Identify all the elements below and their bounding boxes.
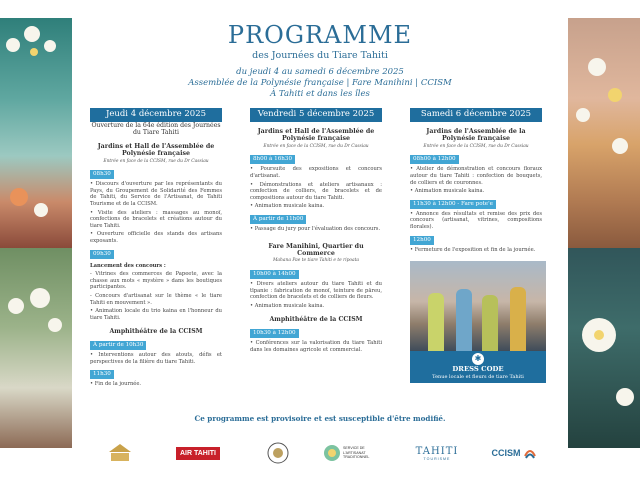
- program-item: • Passage du jury pour l'évaluation des concours.: [250, 225, 381, 232]
- day-title: Vendredi 5 décembre 2025: [250, 108, 382, 122]
- time-badge: 10h00 à 14h00: [250, 270, 299, 279]
- program-item: • Animation musicale kaina.: [250, 302, 325, 309]
- dress-code-box: [410, 351, 546, 383]
- day-title: Samedi 6 décembre 2025: [410, 108, 542, 122]
- time-badge: 11h30: [90, 370, 114, 379]
- program-item: • Animation musicale kaina.: [250, 203, 325, 210]
- time-badge: 10h30 à 12h00: [250, 329, 299, 338]
- venue-heading: Jardins de l'Assemblée de la Polynésie française: [426, 128, 526, 143]
- dancer-flowers-photo: [568, 18, 640, 248]
- page-title: PROGRAMME: [227, 21, 413, 49]
- program-item: • Discours d'ouverture par les représentants du Pays, du Groupement de Solidarité des Femmes de Tahiti, du Service de l'Artisanat, de Tahiti Tourisme et de la CCISM.: [90, 181, 222, 207]
- program-item: • Interventions autour des atouts, défis et perspectives de la filière du tiare Tahiti.: [90, 351, 222, 365]
- programme-header: [120, 22, 520, 99]
- day-column-friday: [250, 108, 382, 353]
- venue-note: Mahana Pae te tiare Tahiti e te ripoata: [272, 258, 360, 264]
- program-item: • Annonce des résultats et remise des prix des concours (artisanat, vitrines, compositions florales).: [410, 210, 542, 230]
- program-item: • Divers ateliers autour du tiare Tahiti et du tīpanie : fabrication de monoï, teinture de pāreu, confection de bracelets et de colliers de fleurs.: [250, 280, 382, 301]
- program-item: - Vitrines des commerces de Papeete, avec la chasse aux mots « mystère » dans les boutiques participantes.: [90, 271, 222, 291]
- venue-heading: Fare Manihini, Quartier du Commerce: [268, 242, 364, 257]
- program-item: • Ouverture officielle des stands des artisans exposants.: [90, 231, 222, 244]
- time-badge: 11h30 à 12h00 - Fare pote'e: [410, 200, 496, 209]
- time-badge: 8h00 à 16h30: [250, 155, 295, 164]
- time-badge: À partir de 10h30: [90, 341, 146, 350]
- day-intro: Ouverture de la 64e édition des Journées du Tiare Tahiti: [91, 122, 221, 137]
- time-badge: 08h30: [90, 170, 114, 179]
- dancers-photo: [410, 261, 546, 351]
- program-item: • Fermeture de l'exposition et fin de la journée.: [410, 246, 536, 253]
- seal-logo: [264, 440, 292, 466]
- artisanat-logo: SERVICE DE L'ARTISANAT TRADITIONNEL: [322, 440, 388, 466]
- time-badge: 12h00: [410, 236, 434, 245]
- program-item: • Conférences sur la valorisation du tiare Tahiti dans les domaines agricole et commercial.: [250, 339, 382, 353]
- program-item: • Animation locale du trio kaina en l'honneur du tiare Tahiti.: [90, 308, 222, 321]
- program-item: • Fin de la journée.: [90, 381, 142, 388]
- day-column-saturday: [410, 108, 542, 383]
- program-item: • Démonstrations et ateliers artisanaux : confection de colliers, de bracelets et de compositions autour du tiare Tahiti.: [250, 181, 382, 201]
- venue-heading: Jardins et Hall de l'Assemblée de Polynésie française: [97, 142, 215, 158]
- assemblee-logo: [100, 440, 140, 466]
- flower-icon: ✱: [472, 353, 484, 365]
- lei-photo: [0, 18, 72, 248]
- page-subtitle: des Journées du Tiare Tahiti: [252, 50, 388, 61]
- program-item: • Poursuite des expositions et concours d'artisanat.: [250, 166, 382, 179]
- event-venues: Assemblée de la Polynésie française | Fare Manihini | CCISM: [188, 78, 452, 88]
- venue-note: Entrée en face de la CCISM, rue du Dr Cassiau: [103, 158, 209, 164]
- left-photo-strip: [0, 18, 72, 448]
- time-badge: 09h30: [90, 250, 114, 259]
- day-title: Jeudi 4 décembre 2025: [90, 108, 222, 122]
- program-item: • Animation musicale kaina.: [410, 188, 485, 195]
- dress-code-text: Tenue locale et fleurs de tiare Tahiti: [432, 373, 524, 380]
- venue-note: Entrée en face de la CCISM, rue du Dr Cassiau: [263, 143, 369, 149]
- program-lead: Lancement des concours :: [90, 262, 166, 269]
- venue-heading: Jardins et Hall de l'Assemblée de Polynésie française: [257, 128, 375, 143]
- tahiti-tourisme-logo: TAHITI TOURISME: [415, 445, 459, 461]
- air-tahiti-logo: AIR TAHITI: [166, 440, 230, 466]
- program-item: • Visite des ateliers : massages au monoï, confections de bracelets et créations autour du tiare Tahiti.: [90, 209, 222, 229]
- event-place: À Tahiti et dans les îles: [270, 89, 370, 99]
- tiare-flower-photo: [568, 248, 640, 448]
- right-photo-strip: [568, 18, 640, 448]
- time-badge: À partir de 11h00: [250, 215, 306, 224]
- venue-heading: Amphithéâtre de la CCISM: [109, 328, 203, 336]
- venue-heading: Amphithéâtre de la CCISM: [269, 316, 363, 324]
- ccism-logo: CCISM: [484, 440, 544, 466]
- provisional-note: Ce programme est provisoire et est susceptible d'être modifié.: [194, 414, 446, 423]
- hand-flowers-photo: [0, 248, 72, 448]
- event-dates: du jeudi 4 au samedi 6 décembre 2025: [236, 67, 404, 77]
- sponsor-logos: [96, 440, 546, 466]
- venue-note: Entrée en face de la CCISM, rue du Dr Cassiau: [423, 143, 529, 149]
- program-item: • Atelier de démonstration et concours floraux autour du tiare Tahiti : confection de bouquets, de colliers et de couronnes.: [410, 166, 542, 186]
- day-column-thursday: [90, 108, 222, 388]
- program-item: - Concours d'artisanat sur le thème « le tiare Tahiti en mouvement ».: [90, 292, 222, 306]
- time-badge: 08h00 à 12h00: [410, 155, 459, 164]
- dress-code-title: DRESS CODE: [452, 365, 504, 374]
